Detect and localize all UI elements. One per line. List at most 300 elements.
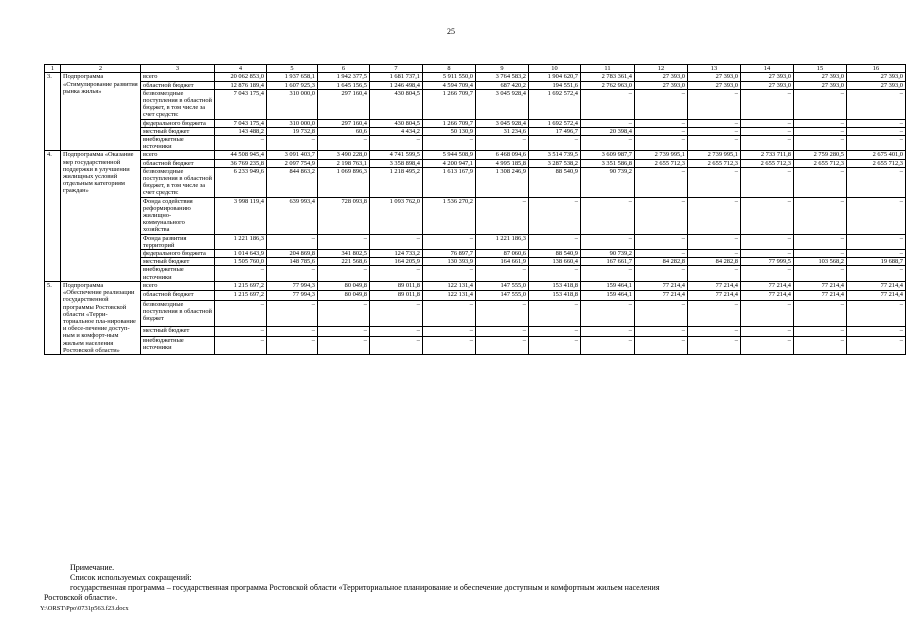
value-cell: 27 393,0: [847, 81, 906, 89]
value-cell: 1 221 186,3: [476, 234, 529, 249]
value-cell: 122 131,4: [423, 281, 476, 291]
section-index: 5.: [45, 281, 61, 354]
value-cell: 2 739 995,1: [688, 151, 741, 159]
value-cell: –: [847, 136, 906, 151]
section-index: 4.: [45, 151, 61, 281]
value-cell: –: [688, 301, 741, 327]
table-row: [45, 266, 906, 281]
table-row: [45, 167, 906, 197]
value-cell: 221 568,6: [318, 258, 370, 266]
funding-source-label: областной бюджет: [141, 291, 215, 301]
value-cell: –: [581, 197, 635, 234]
value-cell: –: [215, 136, 267, 151]
value-cell: 77 214,4: [741, 291, 794, 301]
value-cell: 31 234,6: [476, 127, 529, 135]
value-cell: 3 609 987,7: [581, 151, 635, 159]
value-cell: 77 214,4: [741, 281, 794, 291]
table-row: [45, 301, 906, 327]
value-cell: 5 944 508,9: [423, 151, 476, 159]
value-cell: –: [581, 327, 635, 337]
funding-source-label: местный бюджет: [141, 327, 215, 337]
value-cell: 1 942 377,5: [318, 73, 370, 81]
value-cell: 164 205,9: [370, 258, 423, 266]
value-cell: –: [423, 327, 476, 337]
funding-source-label: местный бюджет: [141, 258, 215, 266]
column-header: 15: [794, 65, 847, 73]
value-cell: –: [847, 89, 906, 119]
column-header: 8: [423, 65, 476, 73]
value-cell: –: [529, 301, 581, 327]
budget-table: [44, 64, 906, 355]
value-cell: 2 759 280,5: [794, 151, 847, 159]
value-cell: –: [794, 327, 847, 337]
value-cell: 89 011,8: [370, 291, 423, 301]
value-cell: –: [741, 127, 794, 135]
value-cell: 687 420,2: [476, 81, 529, 89]
value-cell: 1 218 495,2: [370, 167, 423, 197]
value-cell: –: [688, 136, 741, 151]
value-cell: –: [847, 266, 906, 281]
value-cell: –: [688, 250, 741, 258]
value-cell: 138 660,4: [529, 258, 581, 266]
funding-source-label: областной бюджет: [141, 159, 215, 167]
value-cell: 4 594 709,4: [423, 81, 476, 89]
value-cell: –: [423, 136, 476, 151]
value-cell: –: [847, 127, 906, 135]
value-cell: –: [529, 234, 581, 249]
value-cell: 148 785,6: [267, 258, 318, 266]
value-cell: –: [847, 250, 906, 258]
value-cell: 1 014 643,9: [215, 250, 267, 258]
funding-source-label: Фонда содействия реформированию жилищно-коммунального хозяйства: [141, 197, 215, 234]
value-cell: –: [267, 336, 318, 354]
value-cell: 204 869,8: [267, 250, 318, 258]
value-cell: 1 308 246,9: [476, 167, 529, 197]
value-cell: –: [794, 89, 847, 119]
value-cell: 2 675 401,0: [847, 151, 906, 159]
funding-source-label: федерального бюджета: [141, 119, 215, 127]
value-cell: –: [635, 127, 688, 135]
value-cell: 4 741 599,5: [370, 151, 423, 159]
value-cell: –: [688, 234, 741, 249]
table-row: [45, 127, 906, 135]
table-row: [45, 81, 906, 89]
value-cell: 77 214,4: [688, 281, 741, 291]
table-row: [45, 197, 906, 234]
table-row: [45, 151, 906, 159]
value-cell: –: [741, 336, 794, 354]
note-title: Примечание.: [70, 563, 115, 572]
value-cell: –: [847, 327, 906, 337]
value-cell: 341 802,5: [318, 250, 370, 258]
table-row: [45, 159, 906, 167]
table-row: [45, 89, 906, 119]
value-cell: 27 393,0: [847, 73, 906, 81]
value-cell: 36 769 235,8: [215, 159, 267, 167]
value-cell: 27 393,0: [688, 81, 741, 89]
value-cell: 60,6: [318, 127, 370, 135]
value-cell: –: [476, 197, 529, 234]
value-cell: 2 739 995,1: [635, 151, 688, 159]
value-cell: 17 496,7: [529, 127, 581, 135]
value-cell: –: [741, 301, 794, 327]
value-cell: 77 214,4: [794, 281, 847, 291]
value-cell: 80 049,8: [318, 281, 370, 291]
value-cell: 728 093,8: [318, 197, 370, 234]
value-cell: –: [581, 336, 635, 354]
value-cell: –: [423, 336, 476, 354]
value-cell: –: [267, 301, 318, 327]
value-cell: –: [318, 234, 370, 249]
page-number: 25: [447, 27, 455, 36]
funding-source-label: безвозмездные поступления в областной бюджет, в том числе за счет средств:: [141, 167, 215, 197]
value-cell: 50 130,9: [423, 127, 476, 135]
funding-source-label: безвозмездные поступления в областной бюджет, в том числе за счет средств:: [141, 89, 215, 119]
value-cell: 77 994,3: [267, 291, 318, 301]
value-cell: 1 246 498,4: [370, 81, 423, 89]
value-cell: 89 011,8: [370, 281, 423, 291]
value-cell: 77 214,4: [847, 281, 906, 291]
value-cell: 1 093 762,0: [370, 197, 423, 234]
column-header: 16: [847, 65, 906, 73]
value-cell: 4 995 185,8: [476, 159, 529, 167]
value-cell: 153 418,8: [529, 281, 581, 291]
value-cell: 80 049,8: [318, 291, 370, 301]
column-header: 5: [267, 65, 318, 73]
value-cell: 12 876 189,4: [215, 81, 267, 89]
value-cell: –: [318, 266, 370, 281]
value-cell: 19 732,8: [267, 127, 318, 135]
value-cell: 1 937 658,1: [267, 73, 318, 81]
value-cell: –: [635, 119, 688, 127]
value-cell: –: [267, 327, 318, 337]
value-cell: –: [847, 197, 906, 234]
value-cell: –: [741, 89, 794, 119]
value-cell: –: [794, 250, 847, 258]
value-cell: 77 214,4: [847, 291, 906, 301]
value-cell: –: [635, 167, 688, 197]
value-cell: –: [370, 301, 423, 327]
value-cell: –: [635, 327, 688, 337]
value-cell: –: [581, 301, 635, 327]
value-cell: –: [370, 266, 423, 281]
value-cell: –: [794, 234, 847, 249]
value-cell: –: [529, 136, 581, 151]
value-cell: 1 536 270,2: [423, 197, 476, 234]
table-row: [45, 73, 906, 81]
value-cell: –: [794, 197, 847, 234]
value-cell: –: [741, 197, 794, 234]
value-cell: 7 043 175,4: [215, 89, 267, 119]
table-row: [45, 281, 906, 291]
value-cell: 4 200 947,1: [423, 159, 476, 167]
column-header: 2: [61, 65, 141, 73]
value-cell: –: [476, 266, 529, 281]
value-cell: 77 214,4: [688, 291, 741, 301]
value-cell: 2 198 763,1: [318, 159, 370, 167]
value-cell: 1 692 572,4: [529, 89, 581, 119]
table-row: [45, 327, 906, 337]
value-cell: 844 863,2: [267, 167, 318, 197]
value-cell: –: [476, 301, 529, 327]
value-cell: –: [635, 89, 688, 119]
column-header: 3: [141, 65, 215, 73]
value-cell: –: [476, 327, 529, 337]
value-cell: –: [847, 234, 906, 249]
value-cell: 90 739,2: [581, 250, 635, 258]
value-cell: –: [635, 136, 688, 151]
value-cell: 6 233 949,6: [215, 167, 267, 197]
value-cell: –: [794, 266, 847, 281]
value-cell: 2 097 754,9: [267, 159, 318, 167]
value-cell: –: [688, 167, 741, 197]
value-cell: 27 393,0: [635, 73, 688, 81]
value-cell: 6 468 094,6: [476, 151, 529, 159]
table-row: [45, 258, 906, 266]
value-cell: 4 434,2: [370, 127, 423, 135]
value-cell: 77 994,3: [267, 281, 318, 291]
value-cell: –: [215, 336, 267, 354]
value-cell: 3 287 538,2: [529, 159, 581, 167]
value-cell: –: [688, 336, 741, 354]
funding-source-label: безвозмездные поступления в областной бюджет: [141, 301, 215, 327]
value-cell: –: [635, 197, 688, 234]
value-cell: 164 661,9: [476, 258, 529, 266]
value-cell: 7 043 175,4: [215, 119, 267, 127]
table-row: [45, 136, 906, 151]
value-cell: –: [581, 119, 635, 127]
file-path: Y:\ORST\Ppo\0731p563.f23.docx: [40, 605, 129, 612]
value-cell: 2 655 712,3: [847, 159, 906, 167]
value-cell: –: [476, 136, 529, 151]
value-cell: 90 739,2: [581, 167, 635, 197]
value-cell: 103 568,2: [794, 258, 847, 266]
value-cell: 3 351 586,8: [581, 159, 635, 167]
table-row: [45, 336, 906, 354]
table-row: [45, 119, 906, 127]
value-cell: 1 266 709,7: [423, 119, 476, 127]
value-cell: 1 221 186,3: [215, 234, 267, 249]
value-cell: 77 214,4: [794, 291, 847, 301]
value-cell: 1 645 156,5: [318, 81, 370, 89]
funding-source-label: Фонда развития территорий: [141, 234, 215, 249]
value-cell: 84 282,8: [635, 258, 688, 266]
value-cell: 88 540,9: [529, 167, 581, 197]
value-cell: 3 091 403,7: [267, 151, 318, 159]
funding-source-label: всего: [141, 281, 215, 291]
value-cell: 2 655 712,3: [635, 159, 688, 167]
value-cell: –: [847, 167, 906, 197]
value-cell: –: [318, 136, 370, 151]
value-cell: –: [635, 234, 688, 249]
value-cell: 20 398,4: [581, 127, 635, 135]
value-cell: 77 214,4: [635, 281, 688, 291]
value-cell: 3 514 739,5: [529, 151, 581, 159]
subprogram-name: Подпрограмма «Стимулирование развития рынка жилья»: [61, 73, 141, 151]
value-cell: 44 508 945,4: [215, 151, 267, 159]
value-cell: 2 733 711,8: [741, 151, 794, 159]
value-cell: –: [635, 301, 688, 327]
value-cell: –: [741, 234, 794, 249]
funding-source-label: федерального бюджета: [141, 250, 215, 258]
value-cell: 3 490 228,0: [318, 151, 370, 159]
value-cell: 639 993,4: [267, 197, 318, 234]
abbreviations-text: государственная программа – государственная программа Ростовской области «Территориальное планирование и обеспечение доступным и комфортным жильем населения: [70, 583, 660, 592]
value-cell: –: [581, 136, 635, 151]
value-cell: 27 393,0: [688, 73, 741, 81]
value-cell: –: [635, 250, 688, 258]
value-cell: –: [318, 336, 370, 354]
value-cell: 77 999,5: [741, 258, 794, 266]
value-cell: 147 555,0: [476, 281, 529, 291]
value-cell: 1 215 697,2: [215, 291, 267, 301]
value-cell: –: [476, 336, 529, 354]
value-cell: 122 131,4: [423, 291, 476, 301]
value-cell: –: [318, 301, 370, 327]
value-cell: –: [847, 301, 906, 327]
value-cell: 159 464,1: [581, 291, 635, 301]
value-cell: –: [794, 127, 847, 135]
value-cell: 77 214,4: [635, 291, 688, 301]
value-cell: 1 266 709,7: [423, 89, 476, 119]
value-cell: –: [370, 336, 423, 354]
value-cell: 2 655 712,3: [688, 159, 741, 167]
value-cell: –: [529, 327, 581, 337]
value-cell: –: [688, 266, 741, 281]
column-header: 10: [529, 65, 581, 73]
value-cell: –: [215, 266, 267, 281]
value-cell: –: [370, 234, 423, 249]
value-cell: 1 681 737,1: [370, 73, 423, 81]
value-cell: –: [688, 327, 741, 337]
value-cell: 2 655 712,3: [741, 159, 794, 167]
value-cell: 430 804,5: [370, 89, 423, 119]
value-cell: 3 045 928,4: [476, 89, 529, 119]
funding-source-label: всего: [141, 73, 215, 81]
value-cell: 1 607 925,3: [267, 81, 318, 89]
value-cell: –: [423, 234, 476, 249]
value-cell: –: [794, 119, 847, 127]
column-header: 9: [476, 65, 529, 73]
column-header: 12: [635, 65, 688, 73]
funding-source-label: внебюджетные источники: [141, 266, 215, 281]
table-row: [45, 234, 906, 249]
subprogram-name: Подпрограмма «Обеспечение реализации государственной программы Ростовской области «Терри-ториальное пла-нирование и обесе-печение доступ-ным и комфорт-ным жильем населения Ростовской области»: [61, 281, 141, 354]
value-cell: –: [688, 127, 741, 135]
value-cell: –: [581, 89, 635, 119]
value-cell: 297 160,4: [318, 89, 370, 119]
value-cell: –: [847, 119, 906, 127]
value-cell: 143 488,2: [215, 127, 267, 135]
table-row: [45, 291, 906, 301]
value-cell: 19 688,7: [847, 258, 906, 266]
value-cell: –: [741, 250, 794, 258]
value-cell: 27 393,0: [794, 73, 847, 81]
value-cell: 84 282,8: [688, 258, 741, 266]
value-cell: 27 393,0: [635, 81, 688, 89]
value-cell: 124 733,2: [370, 250, 423, 258]
value-cell: 27 393,0: [741, 81, 794, 89]
value-cell: 1 904 620,7: [529, 73, 581, 81]
value-cell: 297 160,4: [318, 119, 370, 127]
column-header: 4: [215, 65, 267, 73]
funding-source-label: всего: [141, 151, 215, 159]
value-cell: 88 540,9: [529, 250, 581, 258]
value-cell: 1 613 167,9: [423, 167, 476, 197]
value-cell: –: [529, 266, 581, 281]
value-cell: 3 764 583,2: [476, 73, 529, 81]
value-cell: –: [581, 266, 635, 281]
value-cell: –: [847, 336, 906, 354]
value-cell: –: [215, 301, 267, 327]
funding-source-label: местный бюджет: [141, 127, 215, 135]
value-cell: 1 505 760,0: [215, 258, 267, 266]
value-cell: 147 555,0: [476, 291, 529, 301]
value-cell: 20 062 853,0: [215, 73, 267, 81]
value-cell: 5 911 550,0: [423, 73, 476, 81]
column-header: 6: [318, 65, 370, 73]
value-cell: 194 551,6: [529, 81, 581, 89]
value-cell: –: [688, 119, 741, 127]
table-row: [45, 250, 906, 258]
value-cell: –: [741, 167, 794, 197]
funding-source-label: внебюджетные источники: [141, 136, 215, 151]
value-cell: –: [794, 301, 847, 327]
value-cell: 27 393,0: [741, 73, 794, 81]
value-cell: 2 655 712,3: [794, 159, 847, 167]
value-cell: –: [423, 266, 476, 281]
value-cell: –: [741, 327, 794, 337]
subprogram-name: Подпрограмма «Оказание мер государственной поддержки в улучшении жилищных условий отдельным категориям граждан»: [61, 151, 141, 281]
value-cell: –: [318, 327, 370, 337]
abbreviations-text-continued: Ростовской области».: [44, 593, 118, 602]
value-cell: 27 393,0: [794, 81, 847, 89]
value-cell: 76 897,7: [423, 250, 476, 258]
value-cell: 1 069 896,3: [318, 167, 370, 197]
column-header: 11: [581, 65, 635, 73]
value-cell: –: [581, 234, 635, 249]
value-cell: –: [215, 327, 267, 337]
value-cell: 310 000,0: [267, 119, 318, 127]
value-cell: –: [267, 136, 318, 151]
value-cell: –: [370, 136, 423, 151]
value-cell: –: [688, 197, 741, 234]
value-cell: 2 762 963,0: [581, 81, 635, 89]
section-index: 3.: [45, 73, 61, 151]
value-cell: 3 998 119,4: [215, 197, 267, 234]
value-cell: –: [423, 301, 476, 327]
value-cell: 310 000,0: [267, 89, 318, 119]
value-cell: 167 661,7: [581, 258, 635, 266]
value-cell: –: [529, 336, 581, 354]
value-cell: 3 358 898,4: [370, 159, 423, 167]
value-cell: –: [370, 327, 423, 337]
column-header: 1: [45, 65, 61, 73]
value-cell: –: [741, 266, 794, 281]
value-cell: –: [741, 119, 794, 127]
value-cell: –: [635, 266, 688, 281]
value-cell: –: [688, 89, 741, 119]
value-cell: –: [794, 167, 847, 197]
value-cell: 153 418,8: [529, 291, 581, 301]
value-cell: –: [267, 234, 318, 249]
funding-source-label: областной бюджет: [141, 81, 215, 89]
value-cell: –: [794, 136, 847, 151]
value-cell: –: [794, 336, 847, 354]
value-cell: –: [267, 266, 318, 281]
value-cell: 130 393,9: [423, 258, 476, 266]
column-header: 14: [741, 65, 794, 73]
